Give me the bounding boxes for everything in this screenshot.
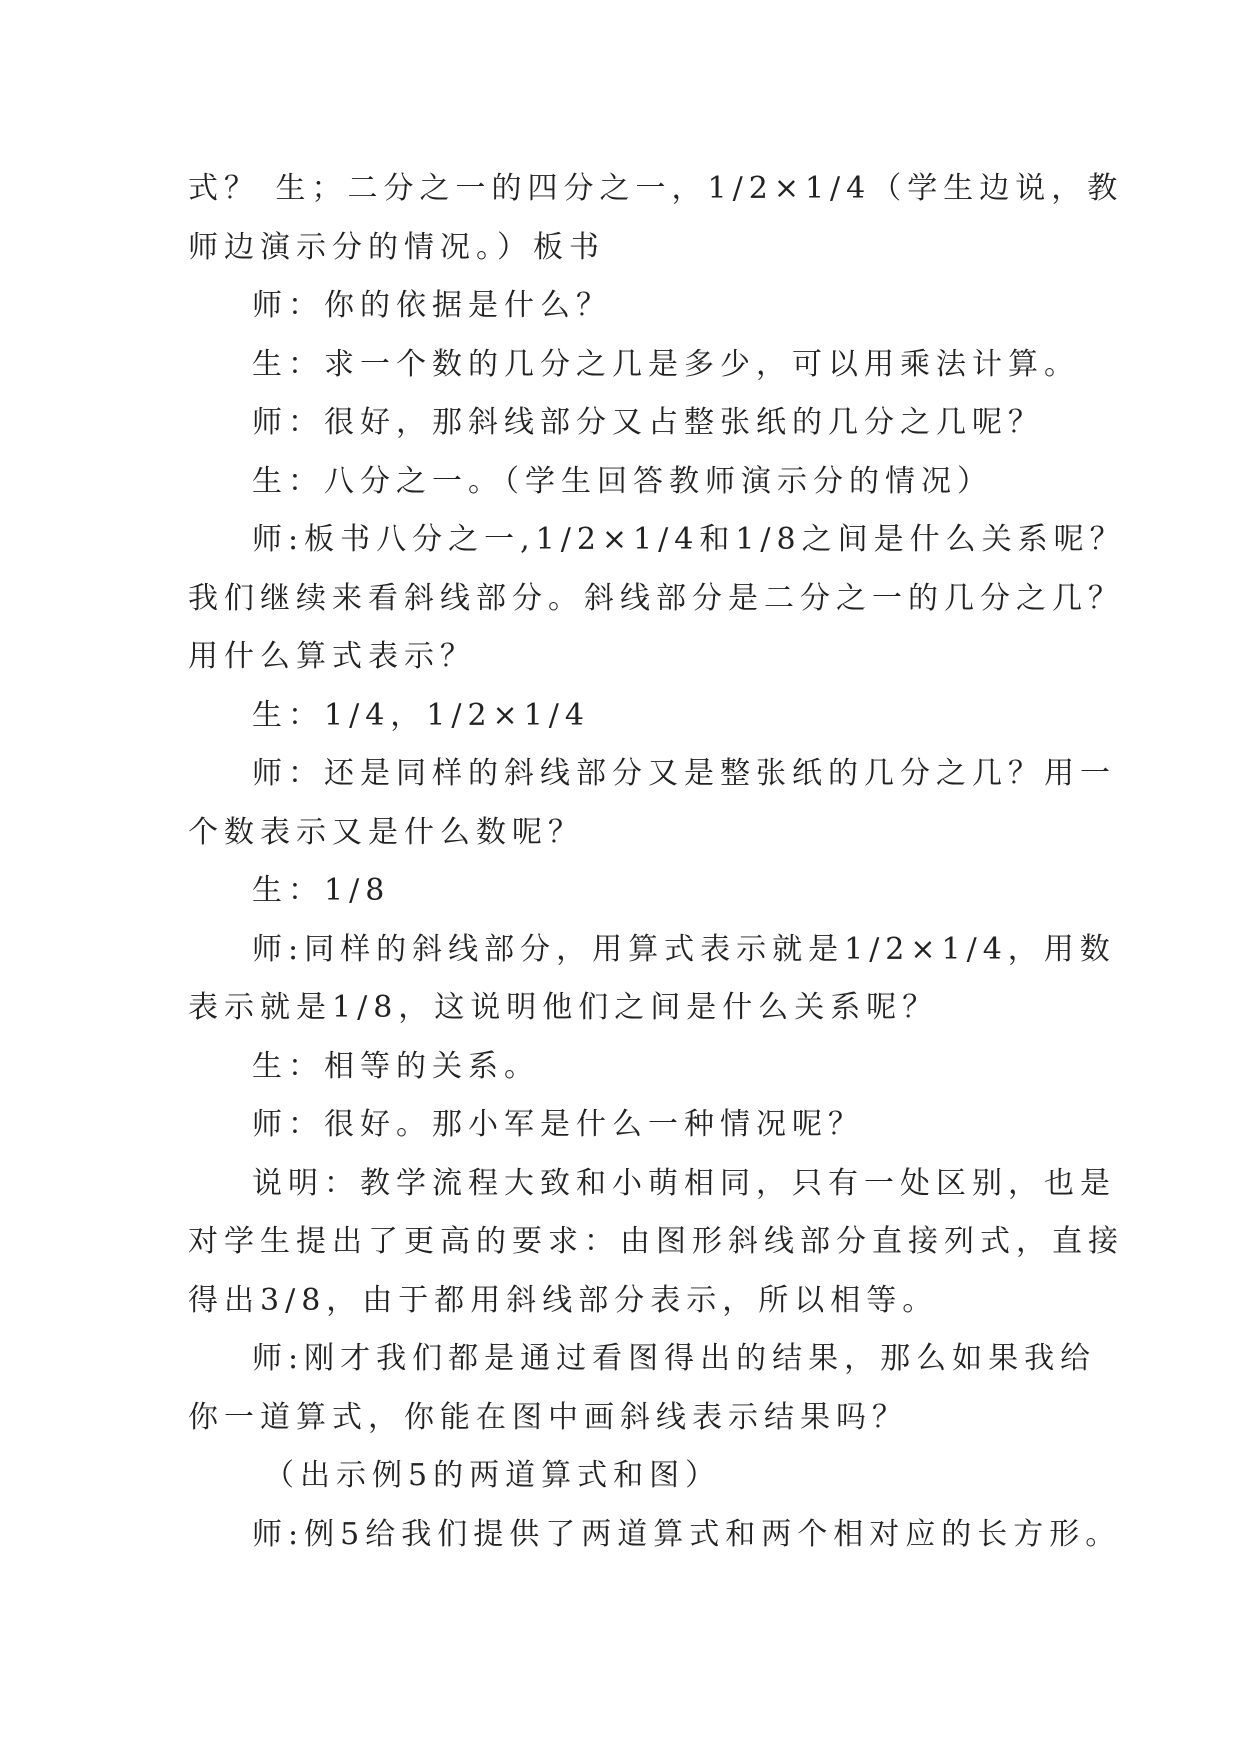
text-line: 用什么算式表示？ (188, 639, 476, 674)
document-body (188, 160, 1126, 1564)
text-line: 得出3/8，由于都用斜线部分表示，所以相等。 (188, 1282, 939, 1318)
text-line: 师：很好。那小军是什么一种情况呢？ (252, 1107, 864, 1142)
text-line: 师:板书八分之一,1/2×1/4和1/8之间是什么关系呢？ (252, 522, 1126, 557)
text-line: 表示就是1/8，这说明他们之间是什么关系呢？ (188, 990, 939, 1025)
text-line: 个数表示又是什么数呢？ (188, 814, 584, 850)
text-line: 生：求一个数的几分之几是多少，可以用乘法计算。 (252, 346, 1080, 382)
text-line: 生：1/4，1/2×1/4 (252, 697, 590, 733)
text-line: 我们继续来看斜线部分。斜线部分是二分之一的几分之几？ (188, 580, 1124, 616)
text-line: 师:刚才我们都是通过看图得出的结果，那么如果我给 (252, 1341, 1097, 1376)
text-line: 师:同样的斜线部分，用算式表示就是1/2×1/4，用数 (252, 931, 1116, 967)
text-line: 说明：教学流程大致和小萌相同，只有一处区别，也是 (252, 1165, 1116, 1201)
text-line: 生：1/8 (252, 873, 391, 908)
text-line: 师：还是同样的斜线部分又是整张纸的几分之几？用一 (252, 756, 1116, 791)
text-line: 式？ 生；二分之一的四分之一，1/2×1/4（学生边说，教 (188, 171, 1124, 206)
text-line: 对学生提出了更高的要求：由图形斜线部分直接列式，直接 (188, 1224, 1124, 1259)
text-line: 师：你的依据是什么？ (252, 288, 612, 323)
text-line: 生：相等的关系。 (252, 1048, 540, 1084)
text-line: （出示例5的两道算式和图） (264, 1458, 722, 1493)
text-line: 师边演示分的情况。）板书 (188, 229, 605, 265)
text-line: 你一道算式，你能在图中画斜线表示结果吗？ (188, 1399, 908, 1435)
text-line: 生：八分之一。（学生回答教师演示分的情况） (252, 463, 993, 499)
text-line: 师:例5给我们提供了两道算式和两个相对应的长方形。 (252, 1516, 1122, 1552)
text-line: 师：很好，那斜线部分又占整张纸的几分之几呢？ (252, 405, 1044, 440)
